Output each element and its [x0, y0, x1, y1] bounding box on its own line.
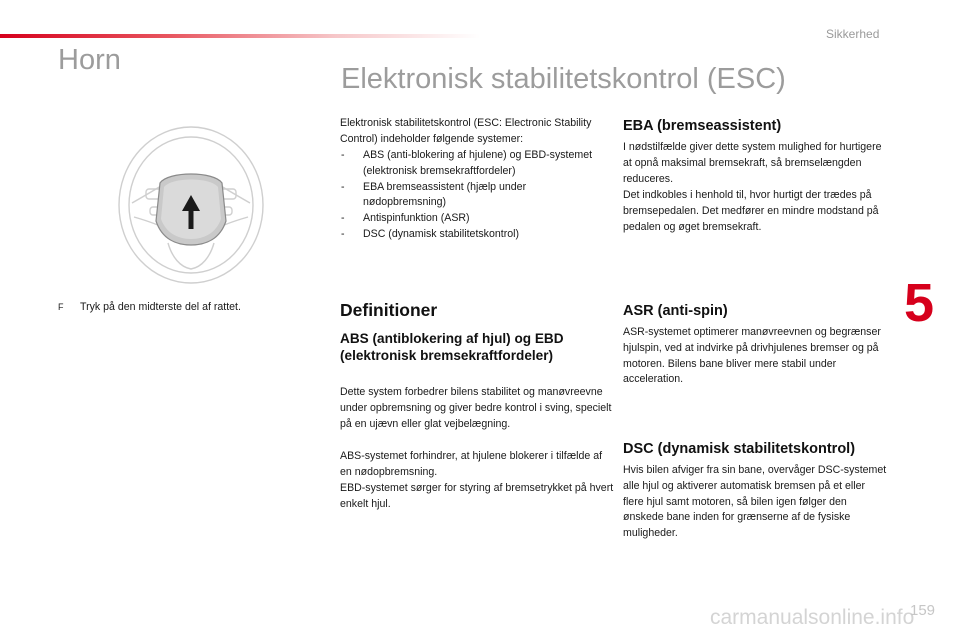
esc-title: Elektronisk stabilitetskontrol (ESC) — [341, 63, 786, 95]
dsc-text: Hvis bilen afviger fra sin bane, overvåger DSC-systemet alle hjul og aktiverer automatisk bremsen på et eller flere hjul samt motoren, så bilen igen følger den ønskede bane inden for grænserne af de fysiske muligheder. — [623, 464, 887, 540]
watermark: carmanualsonline.info — [710, 606, 915, 629]
esc-intro: Elektronisk stabilitetskontrol (ESC: Electronic Stability Control) indeholder følgende systemer: — [340, 117, 592, 145]
horn-instruction-text: Tryk på den midterste del af rattet. — [80, 301, 241, 313]
dsc-heading: DSC (dynamisk stabilitetskontrol) — [623, 441, 856, 457]
abs-text-2: ABS-systemet forhindrer, at hjulene blokerer i tilfælde af en nødopbremsning. — [340, 450, 603, 478]
list-item: - ABS (anti-blokering af hjulene) og EBD-systemet (elektronisk bremsekraftfordeler) — [340, 148, 610, 180]
eba-heading: EBA (bremseassistent) — [623, 118, 782, 134]
steering-wheel-illustration — [116, 125, 266, 287]
list-item: - DSC (dynamisk stabilitetskontrol) — [340, 227, 610, 243]
horn-instruction — [58, 301, 241, 313]
bullet-symbol: F — [58, 302, 64, 312]
header-accent-bar — [0, 34, 480, 38]
definitions-heading: Definitioner — [340, 300, 438, 320]
eba-text-2: Det indkobles i henhold til, hvor hurtigt der trædes på bremsepedalen. Det medfører en mindre modstand på pedalen og øget bremsekraft. — [623, 189, 879, 233]
section-label: Sikkerhed — [826, 27, 880, 41]
list-item: - Antispinfunktion (ASR) — [340, 211, 610, 227]
eba-text: I nødstilfælde giver dette system mulighed for hurtigere at opnå maksimal bremsekraft, så bremselængden reduceres. — [623, 141, 882, 185]
list-item: - EBA bremseassistent (hjælp under nødopbremsning) — [340, 180, 610, 212]
abs-text-3: EBD-systemet sørger for styring af bremsetrykket på hvert enkelt hjul. — [340, 482, 614, 510]
asr-text: ASR-systemet optimerer manøvreevnen og begrænser hjulspin, ved at indvirke på drivhjulenes bremser og på motoren. Bilens bane bliver mere stabil under acceleration. — [623, 326, 881, 386]
chapter-number: 5 — [904, 273, 935, 333]
page-number: 159 — [910, 602, 936, 619]
horn-title: Horn — [58, 44, 121, 76]
asr-heading: ASR (anti-spin) — [623, 303, 728, 319]
esc-systems-list — [340, 148, 610, 243]
abs-heading: ABS (antiblokering af hjul) og EBD (elektronisk bremsekraftfordeler) — [340, 331, 564, 363]
abs-text: Dette system forbedrer bilens stabilitet og manøvreevne under opbremsning og giver bedre kontrol i sving, specielt på en ujævn eller glat vejbelægning. — [340, 386, 612, 430]
